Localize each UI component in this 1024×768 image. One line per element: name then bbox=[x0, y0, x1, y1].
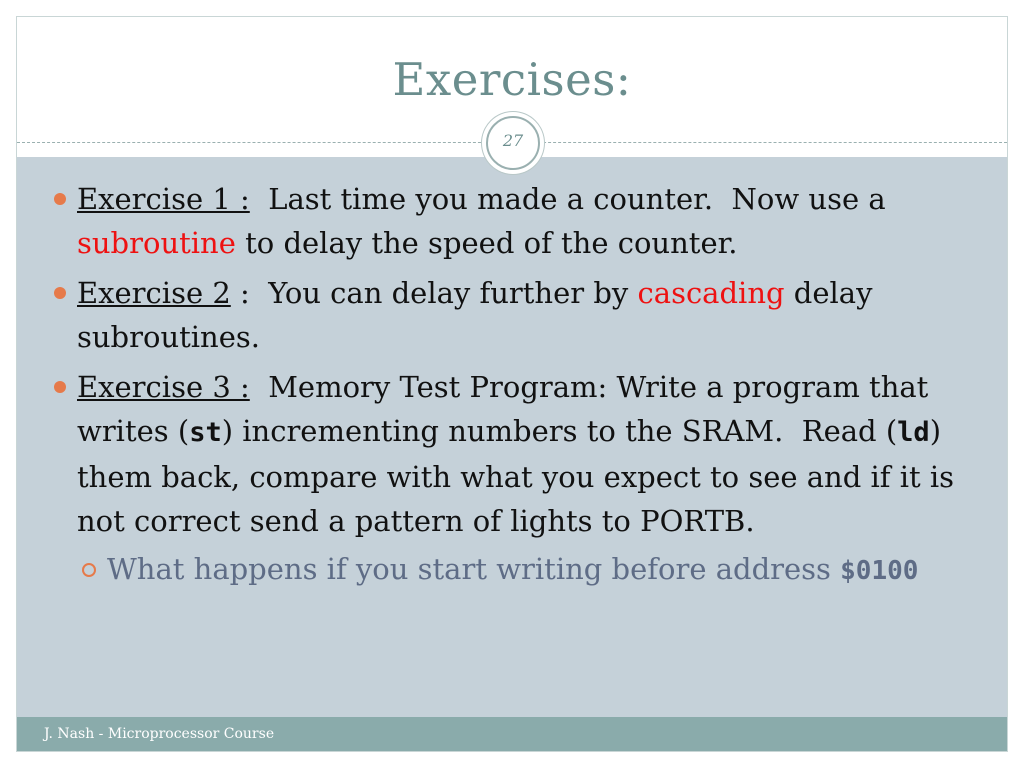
exercise-2-highlight: cascading bbox=[637, 276, 785, 310]
hollow-bullet-icon bbox=[82, 563, 96, 577]
exercise-2-text-1: : You can delay further by bbox=[230, 276, 638, 310]
exercise-3-text-3: ) them back, compare with what you expect to see and if it is not correct send a pattern of lights to PORTB. bbox=[77, 414, 955, 538]
exercise-2-label: Exercise 2 bbox=[77, 276, 231, 310]
bullet-icon bbox=[54, 193, 66, 205]
bullet-icon bbox=[54, 287, 66, 299]
sub-bullet-address bbox=[52, 549, 982, 591]
slide-title: Exercises: bbox=[392, 53, 632, 106]
slide-number-badge: 27 bbox=[486, 116, 540, 170]
exercise-1-text-2: to delay the speed of the counter. bbox=[235, 226, 738, 260]
bullet-exercise-2 bbox=[52, 271, 982, 359]
content-area bbox=[17, 157, 1007, 717]
exercise-1-highlight: subroutine bbox=[77, 226, 236, 260]
footer-bar bbox=[17, 717, 1007, 752]
exercise-3-code-ld: ld bbox=[897, 417, 930, 448]
bullet-icon bbox=[54, 381, 66, 393]
sub-bullet-code: $0100 bbox=[840, 556, 919, 586]
bullet-exercise-3 bbox=[52, 365, 982, 543]
exercise-3-text-1: Memory Test Program: Write a program that writes ( bbox=[77, 370, 938, 448]
exercise-3-label: Exercise 3 : bbox=[77, 370, 250, 404]
exercise-3-code-st: st bbox=[189, 417, 222, 448]
exercise-1-label: Exercise 1 : bbox=[77, 182, 250, 216]
slide bbox=[16, 16, 1008, 752]
bullet-list bbox=[52, 177, 982, 591]
footer-text: J. Nash - Microprocessor Course bbox=[44, 726, 275, 742]
exercise-2-text-2: delay subroutines. bbox=[77, 276, 873, 354]
exercise-3-text-2: ) incrementing numbers to the SRAM. Read ( bbox=[221, 414, 898, 448]
exercise-1-text-1: Last time you made a counter. Now use a bbox=[249, 182, 895, 216]
sub-bullet-text: What happens if you start writing before address bbox=[107, 552, 841, 586]
bullet-exercise-1 bbox=[52, 177, 982, 265]
